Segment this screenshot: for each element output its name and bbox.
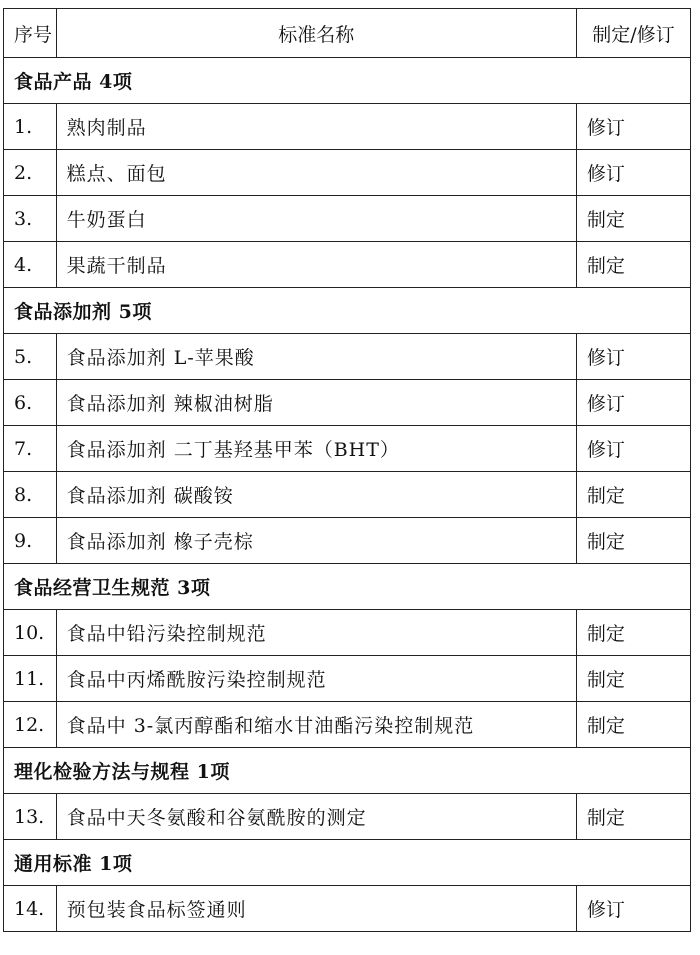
table-row [4,472,691,518]
standard-name-cell: 食品添加剂 辣椒油树脂 [56,380,576,426]
table-row [4,518,691,564]
serial-number-cell: 8. [4,472,57,518]
enact-revise-cell: 修订 [576,334,690,380]
enact-revise-cell: 修订 [576,150,690,196]
standard-name-cell: 牛奶蛋白 [56,196,576,242]
standard-name-cell: 果蔬干制品 [56,242,576,288]
standard-name-cell: 食品中 3-氯丙醇酯和缩水甘油酯污染控制规范 [56,702,576,748]
enact-revise-cell: 制定 [576,656,690,702]
section-title: 食品添加剂 5项 [4,288,691,334]
table-row [4,702,691,748]
table-row [4,104,691,150]
enact-revise-cell: 修订 [576,104,690,150]
table-row [4,610,691,656]
section-row [4,58,691,104]
serial-number-cell: 3. [4,196,57,242]
standard-name-cell: 食品添加剂 L-苹果酸 [56,334,576,380]
header-standard-name: 标准名称 [56,9,576,58]
table-row [4,656,691,702]
serial-number-cell: 2. [4,150,57,196]
table-row [4,794,691,840]
standard-name-cell: 食品中天冬氨酸和谷氨酰胺的测定 [56,794,576,840]
table-body [4,58,691,932]
section-row [4,288,691,334]
serial-number-cell: 13. [4,794,57,840]
table-row [4,886,691,932]
enact-revise-cell: 修订 [576,426,690,472]
serial-number-cell: 9. [4,518,57,564]
table-row [4,426,691,472]
standard-name-cell: 食品添加剂 碳酸铵 [56,472,576,518]
section-title: 食品经营卫生规范 3项 [4,564,691,610]
enact-revise-cell: 制定 [576,472,690,518]
table-row [4,380,691,426]
section-title: 理化检验方法与规程 1项 [4,748,691,794]
enact-revise-cell: 制定 [576,610,690,656]
standard-name-cell: 食品添加剂 橡子壳棕 [56,518,576,564]
section-row [4,564,691,610]
header-enact-revise: 制定/修订 [576,9,690,58]
enact-revise-cell: 修订 [576,380,690,426]
table-row [4,196,691,242]
section-row [4,840,691,886]
serial-number-cell: 11. [4,656,57,702]
enact-revise-cell: 制定 [576,242,690,288]
standard-name-cell: 预包装食品标签通则 [56,886,576,932]
table-row [4,150,691,196]
serial-number-cell: 4. [4,242,57,288]
section-title: 通用标准 1项 [4,840,691,886]
section-row [4,748,691,794]
header-serial-number: 序号 [4,9,57,58]
table-row [4,242,691,288]
enact-revise-cell: 修订 [576,886,690,932]
serial-number-cell: 5. [4,334,57,380]
standard-name-cell: 食品中铅污染控制规范 [56,610,576,656]
enact-revise-cell: 制定 [576,196,690,242]
standard-name-cell: 食品添加剂 二丁基羟基甲苯（BHT） [56,426,576,472]
enact-revise-cell: 制定 [576,518,690,564]
serial-number-cell: 12. [4,702,57,748]
enact-revise-cell: 制定 [576,794,690,840]
serial-number-cell: 1. [4,104,57,150]
standards-table [3,8,691,932]
serial-number-cell: 14. [4,886,57,932]
serial-number-cell: 7. [4,426,57,472]
standard-name-cell: 糕点、面包 [56,150,576,196]
standard-name-cell: 熟肉制品 [56,104,576,150]
enact-revise-cell: 制定 [576,702,690,748]
serial-number-cell: 6. [4,380,57,426]
serial-number-cell: 10. [4,610,57,656]
section-title: 食品产品 4项 [4,58,691,104]
header-row [4,9,691,58]
standard-name-cell: 食品中丙烯酰胺污染控制规范 [56,656,576,702]
table-row [4,334,691,380]
